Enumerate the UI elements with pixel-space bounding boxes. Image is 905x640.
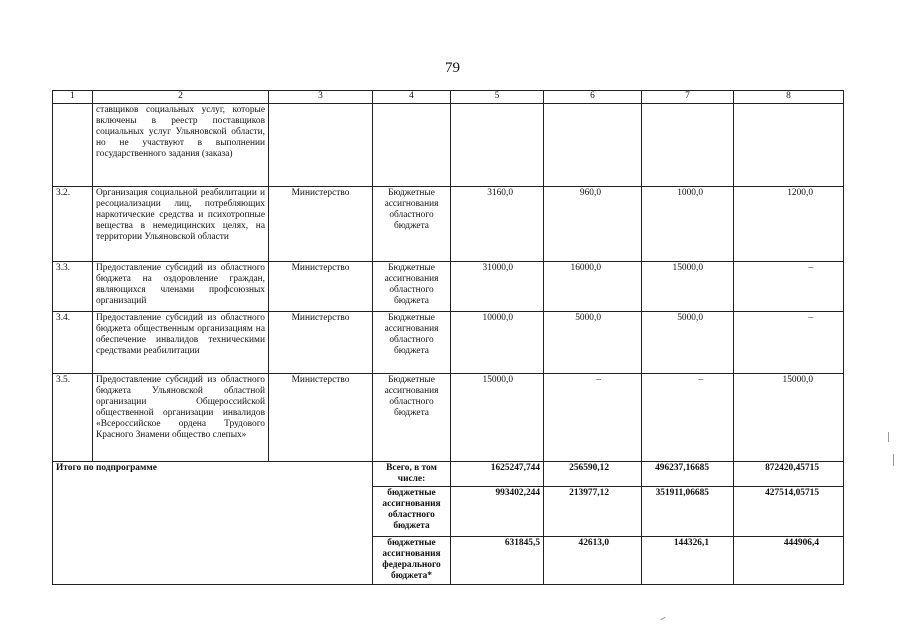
row-value — [544, 104, 642, 187]
row-source: Бюджетные ассигнования областного бюджета — [373, 187, 451, 262]
row-executor: Министерство — [269, 262, 373, 312]
total-source: бюджетные ассигнования областного бюджета — [373, 487, 451, 537]
row-value — [642, 104, 734, 187]
table-row — [53, 312, 844, 374]
row-source — [373, 104, 451, 187]
row-value-col7: 1000,0 — [642, 187, 734, 262]
row-value-col7: 15000,0 — [642, 262, 734, 312]
row-value-col8: 1200,0 — [734, 187, 844, 262]
row-source: Бюджетные ассигнования областного бюджета — [373, 312, 451, 374]
table-row — [53, 187, 844, 262]
row-number: 3.3. — [53, 262, 93, 312]
column-number: 3 — [269, 91, 373, 104]
row-value-col6: 16000,0 — [544, 262, 642, 312]
total-value-col5: 1625247,744 — [451, 462, 544, 487]
row-value-col8: 15000,0 — [734, 374, 844, 462]
row-value-col6: 960,0 — [544, 187, 642, 262]
total-value-col7: 496237,16685 — [642, 462, 734, 487]
scan-mark — [888, 432, 889, 442]
row-number — [53, 104, 93, 187]
total-value-col6: 256590,12 — [544, 462, 642, 487]
row-value-col6: 5000,0 — [544, 312, 642, 374]
column-number: 1 — [53, 91, 93, 104]
scan-mark — [660, 617, 666, 621]
column-number: 8 — [734, 91, 844, 104]
column-number: 4 — [373, 91, 451, 104]
total-value-col5: 631845,5 — [451, 537, 544, 585]
row-value-col7: – — [642, 374, 734, 462]
row-number: 3.4. — [53, 312, 93, 374]
total-value-col8: 872420,45715 — [734, 462, 844, 487]
row-value-col8: – — [734, 312, 844, 374]
row-value-col6: – — [544, 374, 642, 462]
total-value-col7: 144326,1 — [642, 537, 734, 585]
row-description: ставщиков социальных услуг, которые включены в реестр поставщиков социальных услуг Ульяновской области, но не участвуют в выполнении государственного задания (заказа) — [93, 104, 269, 187]
column-number: 2 — [93, 91, 269, 104]
total-value-col8: 427514,05715 — [734, 487, 844, 537]
row-value — [734, 104, 844, 187]
total-row — [53, 462, 844, 487]
row-value-col5: 10000,0 — [451, 312, 544, 374]
column-number: 7 — [642, 91, 734, 104]
total-label: Итого по подпрограмме — [53, 462, 373, 585]
total-value-col6: 42613,0 — [544, 537, 642, 585]
row-value-col7: 5000,0 — [642, 312, 734, 374]
row-executor: Министерство — [269, 187, 373, 262]
row-source: Бюджетные ассигнования областного бюджета — [373, 374, 451, 462]
row-value-col5: 31000,0 — [451, 262, 544, 312]
table-row — [53, 374, 844, 462]
total-source: бюджетные ассигнования федерального бюджета* — [373, 537, 451, 585]
page-number: 79 — [445, 60, 460, 76]
row-value-col5: 15000,0 — [451, 374, 544, 462]
table-row — [53, 262, 844, 312]
row-source: Бюджетные ассигнования областного бюджета — [373, 262, 451, 312]
row-value-col8: – — [734, 262, 844, 312]
total-value-col8: 444906,4 — [734, 537, 844, 585]
total-value-col7: 351911,06685 — [642, 487, 734, 537]
row-description: Предоставление субсидий из областного бюджета общественным организациям на обеспечение инвалидов техническими средствами реабилитации — [93, 312, 269, 374]
total-source: Всего, в том числе: — [373, 462, 451, 487]
table-row — [53, 104, 844, 187]
row-description: Организация социальной реабилитации и ресоциализации лиц, потребляющих наркотические средства и психотропные вещества в немедицинских целях, на территории Ульяновской области — [93, 187, 269, 262]
row-number: 3.2. — [53, 187, 93, 262]
row-executor — [269, 104, 373, 187]
row-executor: Министерство — [269, 374, 373, 462]
column-number: 5 — [451, 91, 544, 104]
budget-table — [52, 90, 844, 585]
total-value-col5: 993402,244 — [451, 487, 544, 537]
column-number-row — [53, 91, 844, 104]
row-executor: Министерство — [269, 312, 373, 374]
row-description: Предоставление субсидий из областного бюджета Ульяновской областной организации Общероссийской общественной организации инвалидов «Всероссийское ордена Трудового Красного Знамени общество слепых» — [93, 374, 269, 462]
row-number: 3.5. — [53, 374, 93, 462]
column-number: 6 — [544, 91, 642, 104]
scan-mark — [893, 454, 894, 466]
row-description: Предоставление субсидий из областного бюджета на оздоровление граждан, являющихся членами профсоюзных организаций — [93, 262, 269, 312]
row-value-col5: 3160,0 — [451, 187, 544, 262]
row-value — [451, 104, 544, 187]
total-value-col6: 213977,12 — [544, 487, 642, 537]
